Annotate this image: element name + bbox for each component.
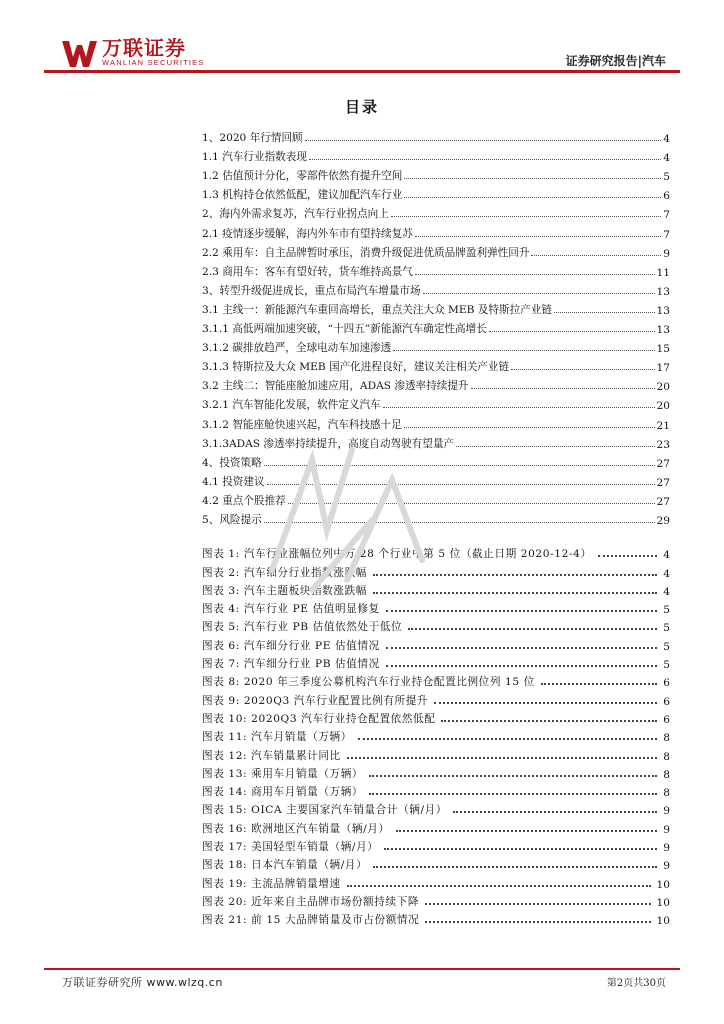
toc-entry-label: 3.1.3 特斯拉及大众 MEB 国产化进程良好，建议关注相关产业链: [202, 361, 510, 374]
toc-entry-page: 4: [663, 152, 670, 165]
toc-entry-label: 1.1 汽车行业指数表现: [202, 151, 307, 164]
toc-entry-page: 13: [656, 304, 670, 317]
figure-entry-row[interactable]: [202, 708, 670, 726]
toc-entry-label: 3、转型升级促进成长，重点布局汽车增量市场: [202, 284, 421, 297]
footer-divider: [44, 968, 680, 970]
dot-leader: [489, 330, 655, 332]
figure-entry-row[interactable]: [202, 872, 670, 890]
toc-entry-label: 3.1.1 高低两端加速突破，“十四五”新能源汽车确定性高增长: [202, 323, 487, 336]
dot-leader: [264, 521, 655, 523]
dot-leader: [425, 902, 650, 905]
figure-entry-label: 图表 3: 汽车主题板块指数涨跌幅: [202, 584, 367, 597]
figure-entry-label: 图表 18: 日本汽车销量（辆/月）: [202, 859, 368, 872]
toc-entry-label: 1.3 机构持仓依然低配，建议加配汽车行业: [202, 189, 403, 202]
figure-entry-row[interactable]: [202, 616, 670, 634]
figure-entry-label: 图表 6: 汽车细分行业 PE 估值情况: [202, 639, 380, 652]
dot-leader: [383, 406, 655, 408]
toc-entry-label: 3.1.2 碳排放趋严，全球电动车加速渗透: [202, 342, 392, 355]
figure-entry-row[interactable]: [202, 689, 670, 707]
figure-entry-page: 9: [663, 823, 670, 836]
toc-entry-page: 5: [663, 171, 670, 184]
toc-entry-row[interactable]: [202, 260, 670, 279]
toc-entry-page: 27: [656, 476, 670, 489]
dot-leader: [393, 349, 654, 351]
dot-leader: [434, 701, 657, 704]
dot-leader: [453, 810, 657, 813]
dot-leader: [456, 445, 654, 447]
toc-entry-row[interactable]: [202, 279, 670, 298]
page-number: 第2页共30页: [606, 978, 666, 989]
toc-entry-row[interactable]: [202, 489, 670, 508]
toc-entry-row[interactable]: [202, 451, 670, 470]
toc-entry-row[interactable]: [202, 164, 670, 183]
figure-entry-page: 9: [663, 860, 670, 873]
page-title: 目录: [344, 98, 379, 116]
figure-entry-row[interactable]: [202, 634, 670, 652]
toc-entry-label: 3.1.3ADAS 渗透率持续提升，高度自动驾驶有望量产: [202, 437, 455, 450]
dot-leader: [404, 177, 661, 179]
toc-entry-label: 3.2.1 汽车智能化发展，软件定义汽车: [202, 399, 381, 412]
toc-entry-label: 2.2 乘用车：自主品牌暂时承压，消费升级促进优质品牌盈利弹性回升: [202, 246, 530, 259]
dot-leader: [386, 646, 657, 649]
dot-leader: [396, 829, 658, 832]
figure-entry-row[interactable]: [202, 598, 670, 616]
toc-entry-row[interactable]: [202, 432, 670, 451]
toc-entry-page: 27: [656, 457, 670, 470]
figure-entry-row[interactable]: [202, 854, 670, 872]
toc-entry-row[interactable]: [202, 298, 670, 317]
toc-entry-label: 2、海内外需求复苏，汽车行业拐点向上: [202, 208, 389, 221]
dot-leader: [373, 865, 657, 868]
figure-entry-page: 4: [663, 585, 670, 598]
toc-entry-row[interactable]: [202, 183, 670, 202]
toc-entry-label: 4.2 重点个股推荐: [202, 494, 286, 507]
figure-entry-row[interactable]: [202, 653, 670, 671]
dot-leader: [404, 426, 655, 428]
dot-leader: [369, 792, 657, 795]
figure-entry-page: 8: [663, 787, 670, 800]
toc-entry-page: 9: [663, 247, 670, 260]
toc-entry-label: 2.3 商用车：客车有望好转，货车维持高景气: [202, 265, 413, 278]
dot-leader: [391, 215, 661, 217]
toc-entry-page: 29: [656, 514, 670, 527]
figure-entry-page: 9: [663, 842, 670, 855]
dot-leader: [541, 682, 657, 685]
dot-leader: [598, 554, 658, 557]
figure-entry-label: 图表 13: 乘用车月销量（万辆）: [202, 767, 364, 780]
toc-entry-row[interactable]: [202, 126, 670, 145]
logo-chinese-name: 万联证券: [102, 36, 186, 60]
dot-leader: [511, 368, 654, 370]
toc-entry-row[interactable]: [202, 241, 670, 260]
dot-leader: [386, 664, 657, 667]
toc-entry-row[interactable]: [202, 202, 670, 221]
figure-entry-page: 10: [656, 896, 670, 909]
figure-entry-label: 图表 11: 汽车月销量（万辆）: [202, 731, 352, 744]
toc-entry-row[interactable]: [202, 374, 670, 393]
figure-entry-row[interactable]: [202, 763, 670, 781]
figure-entry-row[interactable]: [202, 799, 670, 817]
figure-entry-page: 8: [663, 732, 670, 745]
toc-entry-row[interactable]: [202, 336, 670, 355]
dot-leader: [358, 737, 657, 740]
dot-leader: [415, 273, 655, 275]
figure-entry-page: 4: [663, 549, 670, 562]
toc-entry-page: 11: [656, 266, 670, 279]
toc-entry-row[interactable]: [202, 508, 670, 527]
figure-entry-label: 图表 8: 2020 年三季度公募机构汽车行业持仓配置比例位列 15 位: [202, 676, 535, 689]
toc-entry-page: 15: [656, 343, 670, 356]
figure-entry-page: 8: [663, 768, 670, 781]
dot-leader: [554, 311, 655, 313]
figure-entry-label: 图表 1: 汽车行业涨幅位列中万 28 个行业中第 5 位（截止日期 2020-12-4）: [202, 548, 592, 561]
figure-entry-page: 10: [656, 878, 670, 891]
toc-entry-row[interactable]: [202, 355, 670, 374]
dot-leader: [267, 483, 655, 485]
toc-entry-row[interactable]: [202, 412, 670, 431]
toc-entry-page: 7: [663, 209, 670, 222]
figure-entry-page: 5: [663, 622, 670, 635]
toc-entry-row[interactable]: [202, 145, 670, 164]
dot-leader: [305, 139, 662, 141]
dot-leader: [386, 609, 657, 612]
figure-entry-label: 图表 5: 汽车行业 PB 估值依然处于低位: [202, 621, 403, 634]
figure-entry-label: 图表 19: 主流品牌销量增速: [202, 877, 341, 890]
figure-entry-row[interactable]: [202, 561, 670, 579]
toc-entry-page: 13: [656, 285, 670, 298]
dot-leader: [408, 627, 657, 630]
dot-leader: [441, 719, 657, 722]
figure-entry-row[interactable]: [202, 671, 670, 689]
dot-leader: [288, 502, 655, 504]
figure-entry-row[interactable]: [202, 781, 670, 799]
figure-entry-page: 4: [663, 567, 670, 580]
dot-leader: [264, 464, 655, 466]
toc-entry-label: 1、2020 年行情回顾: [202, 132, 303, 145]
toc-entry-label: 3.1 主线一：新能源汽车重回高增长，重点关注大众 MEB 及特斯拉产业链: [202, 303, 552, 316]
figure-entry-label: 图表 4: 汽车行业 PE 估值明显修复: [202, 603, 380, 616]
figure-entry-label: 图表 15: OICA 主要国家汽车销量合计（辆/月）: [202, 804, 448, 817]
toc-entry-label: 4、投资策略: [202, 456, 262, 469]
dot-leader: [373, 591, 657, 594]
figure-entry-page: 5: [663, 659, 670, 672]
figure-entry-page: 10: [656, 915, 670, 928]
toc-entry-page: 20: [656, 381, 670, 394]
toc-entry-label: 1.2 估值预计分化，零部件依然有提升空间: [202, 170, 403, 183]
figure-entry-row[interactable]: [202, 726, 670, 744]
figure-entry-row[interactable]: [202, 543, 670, 561]
figure-entry-label: 图表 2: 汽车细分行业指数涨跌幅: [202, 566, 367, 579]
toc-entry-page: 13: [656, 324, 670, 337]
report-type-label: 证券研究报告|汽车: [565, 54, 666, 68]
dot-leader: [415, 235, 661, 237]
footer-source: 万联证券研究所 www.wlzq.cn: [62, 976, 223, 989]
toc-entry-row[interactable]: [202, 317, 670, 336]
header-divider: [44, 70, 680, 73]
figure-entry-page: 9: [663, 805, 670, 818]
figure-entry-page: 5: [663, 640, 670, 653]
dot-leader: [309, 158, 661, 160]
toc-entry-page: 7: [663, 228, 670, 241]
toc-entry-label: 2.1 疫情逐步缓解，海内外车市有望持续复苏: [202, 227, 413, 240]
toc-entry-page: 20: [656, 400, 670, 413]
figure-entry-label: 图表 21: 前 15 大品牌销量及市占份额情况: [202, 914, 420, 927]
toc-entry-label: 3.1.2 智能座舱快速兴起，汽车科技感十足: [202, 418, 402, 431]
figure-entry-label: 图表 10: 2020Q3 汽车行业持仓配置依然低配: [202, 712, 436, 725]
figure-entry-label: 图表 17: 美国轻型车销量（辆/月）: [202, 841, 379, 854]
dot-leader: [423, 292, 655, 294]
figure-entry-label: 图表 12: 汽车销量累计同比: [202, 749, 341, 762]
dot-leader: [373, 573, 657, 576]
toc-entry-row[interactable]: [202, 221, 670, 240]
figure-entry-row[interactable]: [202, 891, 670, 909]
toc-entry-row[interactable]: [202, 470, 670, 489]
toc-entry-page: 23: [656, 438, 670, 451]
toc-entry-label: 3.2 主线二：智能座舱加速应用，ADAS 渗透率持续提升: [202, 380, 469, 393]
figure-entry-label: 图表 14: 商用车月销量（万辆）: [202, 786, 364, 799]
dot-leader: [404, 196, 661, 198]
toc-entry-page: 6: [663, 190, 670, 203]
figure-entry-label: 图表 16: 欧洲地区汽车销量（辆/月）: [202, 822, 390, 835]
wanlian-logo-icon: [62, 41, 98, 67]
figure-entry-page: 6: [663, 677, 670, 690]
toc-entry-page: 27: [656, 495, 670, 508]
company-logo: [62, 38, 205, 67]
figure-entry-label: 图表 7: 汽车细分行业 PB 估值情况: [202, 658, 380, 671]
dot-leader: [369, 774, 657, 777]
figure-entry-row[interactable]: [202, 909, 670, 927]
dot-leader: [347, 884, 651, 887]
list-of-figures: [202, 543, 670, 927]
toc-entry-label: 5、风险提示: [202, 513, 262, 526]
figure-entry-label: 图表 9: 2020Q3 汽车行业配置比例有所提升: [202, 694, 429, 707]
dot-leader: [471, 387, 655, 389]
figure-entry-page: 6: [663, 713, 670, 726]
figure-entry-page: 8: [663, 750, 670, 763]
figure-entry-row[interactable]: [202, 836, 670, 854]
figure-entry-page: 5: [663, 604, 670, 617]
figure-entry-label: 图表 20: 近年来自主品牌市场份额持续下降: [202, 895, 420, 908]
dot-leader: [531, 254, 661, 256]
table-of-contents: [202, 126, 670, 527]
logo-english-name: WANLIAN SECURITIES: [102, 58, 205, 67]
toc-entry-page: 4: [663, 133, 670, 146]
toc-entry-page: 17: [656, 362, 670, 375]
figure-entry-row[interactable]: [202, 744, 670, 762]
toc-entry-row[interactable]: [202, 393, 670, 412]
dot-leader: [384, 847, 657, 850]
dot-leader: [347, 756, 658, 759]
figure-entry-row[interactable]: [202, 580, 670, 598]
figure-entry-page: 6: [663, 695, 670, 708]
dot-leader: [425, 920, 650, 923]
toc-entry-page: 21: [656, 419, 670, 432]
toc-entry-label: 4.1 投资建议: [202, 475, 265, 488]
figure-entry-row[interactable]: [202, 817, 670, 835]
page-header: [0, 0, 724, 72]
